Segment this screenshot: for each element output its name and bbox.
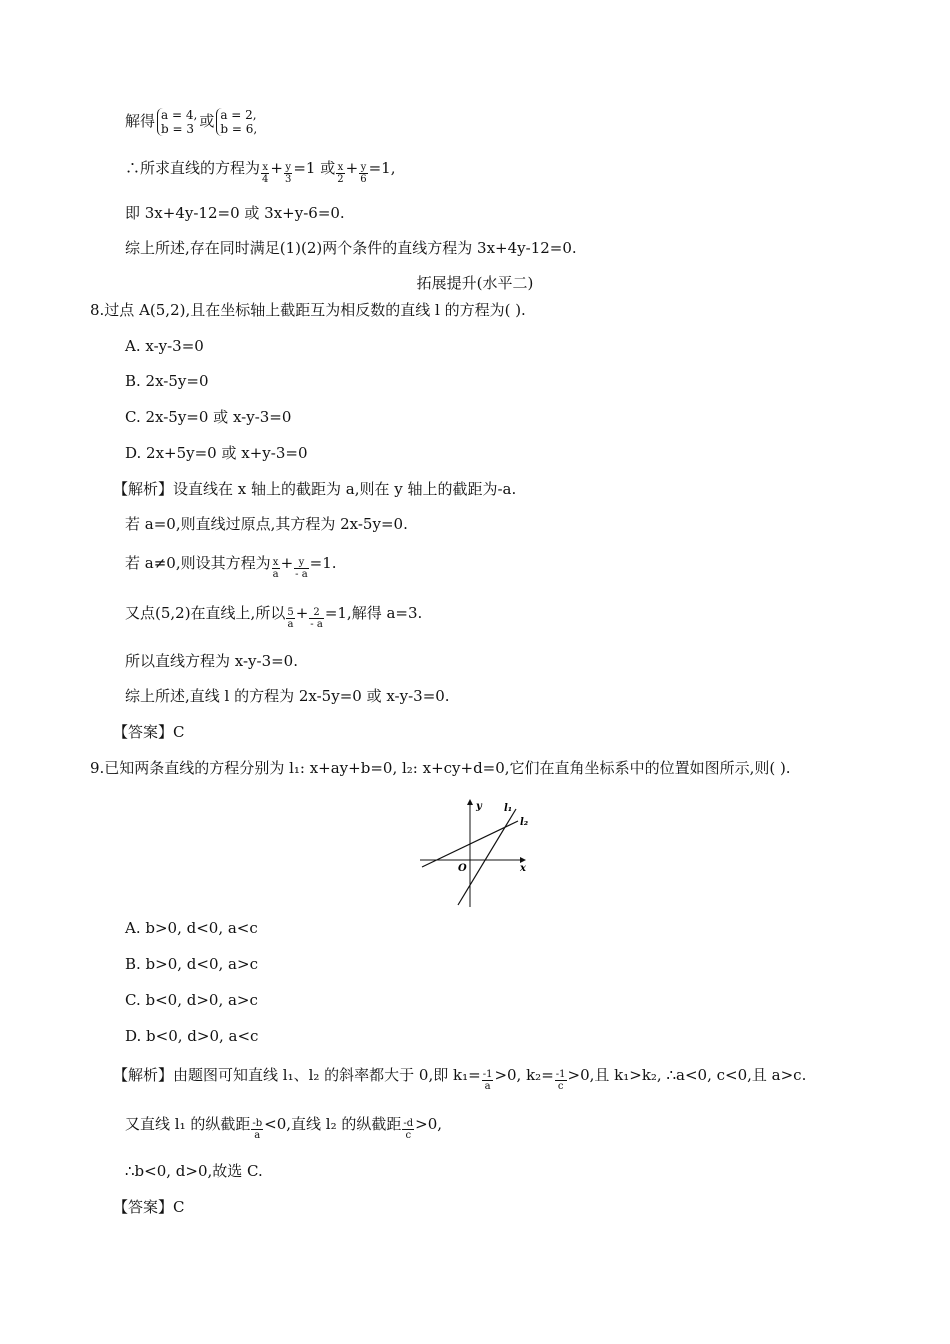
fraction [336,162,344,185]
eq: b = 6, [220,122,258,136]
denominator: - a [295,569,308,580]
option-b: B. b>0, d<0, a>c [125,955,258,973]
line-l1 [458,809,516,905]
denominator: 2 [337,174,344,185]
denominator: a [272,569,279,580]
denominator: c [405,1130,412,1141]
fraction [402,1118,414,1141]
analysis-line: 【解析】设直线在 x 轴上的截距为 a,则在 y 轴上的截距为-a. [113,480,517,498]
equation-line: ∴所求直线的方程为 $\frac{x}{4}$ + $\frac{y}{3}$ =1 或 $\frac{x}{2}$ + $\frac{y}{6}$ =1, [125,159,396,185]
option-c: C. 2x-5y=0 或 x-y-3=0 [125,408,292,426]
denominator: c [557,1081,564,1092]
text: >0, [415,1115,443,1133]
fraction [251,1118,263,1141]
text: ∴所求直线的方程为 [125,159,261,177]
numerator: y [285,162,291,173]
system-2 [216,108,257,136]
numerator: y [360,162,367,173]
text: =1, [368,159,396,177]
l1-label: l₁ [504,803,513,814]
x-label: x [520,863,526,874]
numerator: 2 [309,607,324,619]
text: 【解析】由题图可知直线 l₁、l₂ 的斜率都大于 0,即 k₁= [113,1066,481,1084]
analysis-line [113,1065,806,1092]
analysis-line: 又点(5,2)在直线上,所以 $\frac{5}{a}$ + $\frac{2}{- a}$ =1,解得 a=3. [125,604,423,630]
numerator: y [294,557,309,569]
analysis-line: 所以直线方程为 x-y-3=0. [125,652,298,670]
fraction [482,1069,494,1092]
denominator: - a [310,619,323,630]
eq: a = 2, [220,108,257,122]
denominator: a [287,619,294,630]
denominator: a [484,1081,491,1092]
numerator: -b [252,1118,263,1129]
fraction [272,557,280,580]
eq: a = 4, [161,108,198,122]
result-line: 即 3x+4y-12=0 或 3x+y-6=0. [125,204,345,222]
eq: b = 3 [161,122,195,136]
denominator: a [254,1130,261,1141]
y-axis-arrow [467,799,473,805]
coordinate-figure [418,795,533,910]
analysis-line [125,1114,442,1141]
text: >0, k₂= [494,1066,554,1084]
numerator: x [337,162,344,173]
text: 若 a≠0,则设其方程为 [125,554,271,572]
text: 又直线 l₁ 的纵截距 [125,1115,251,1133]
numerator: -1 [482,1069,493,1080]
analysis-line: 若 a≠0,则设其方程为 $\frac{x}{a}$ + $\frac{y}{- a}$ =1. [125,554,337,580]
section-title: 拓展提升(水平二) [416,274,534,292]
fraction [284,162,292,185]
numerator: -d [403,1118,414,1129]
text: 又点(5,2)在直线上,所以 [125,604,286,622]
text: =1. [309,554,337,572]
fraction [261,162,269,185]
denominator: 4 [262,174,269,185]
summary-line: 综上所述,存在同时满足(1)(2)两个条件的直线方程为 3x+4y-12=0. [125,239,577,257]
analysis-line: ∴b<0, d>0,故选 C. [125,1162,263,1180]
numerator: x [262,162,269,173]
analysis-line: 若 a=0,则直线过原点,其方程为 2x-5y=0. [125,515,408,533]
solve-line [125,108,259,136]
option-d: D. b<0, d>0, a<c [125,1027,259,1045]
option-b: B. 2x-5y=0 [125,372,209,390]
denominator: 3 [284,174,292,185]
answer-9: 【答案】C [113,1198,185,1216]
origin-label: O [458,863,467,874]
text: 或 [199,112,215,130]
text: >0,且 k₁>k₂, ∴a<0, c<0,且 a>c. [567,1066,807,1084]
question-8-stem: 8.过点 A(5,2),且在坐标轴上截距互为相反数的直线 l 的方程为( ). [90,301,526,319]
text: <0,直线 l₂ 的纵截距 [264,1115,402,1133]
question-9-stem: 9.已知两条直线的方程分别为 l₁: x+ay+b=0, l₂: x+cy+d=0,它们在直角坐标系中的位置如图所示,则( ). [90,759,791,777]
answer-8: 【答案】C [113,723,185,741]
text: =1,解得 a=3. [324,604,423,622]
fraction [294,557,309,580]
fraction [309,607,324,630]
numerator: 5 [287,607,294,618]
y-label: y [476,801,482,812]
system-1 [157,108,197,136]
text: 解得 [125,112,156,130]
option-a: A. b>0, d<0, a<c [125,919,258,937]
numerator: -1 [555,1069,566,1080]
text: 或 [320,159,336,177]
numerator: x [272,557,279,568]
fraction [286,607,294,630]
l2-label: l₂ [520,817,529,828]
fraction [359,162,367,185]
option-a: A. x-y-3=0 [125,337,204,355]
fraction [555,1069,567,1092]
denominator: 6 [360,174,367,185]
analysis-line: 综上所述,直线 l 的方程为 2x-5y=0 或 x-y-3=0. [125,687,450,705]
option-d: D. 2x+5y=0 或 x+y-3=0 [125,444,308,462]
option-c: C. b<0, d>0, a>c [125,991,258,1009]
